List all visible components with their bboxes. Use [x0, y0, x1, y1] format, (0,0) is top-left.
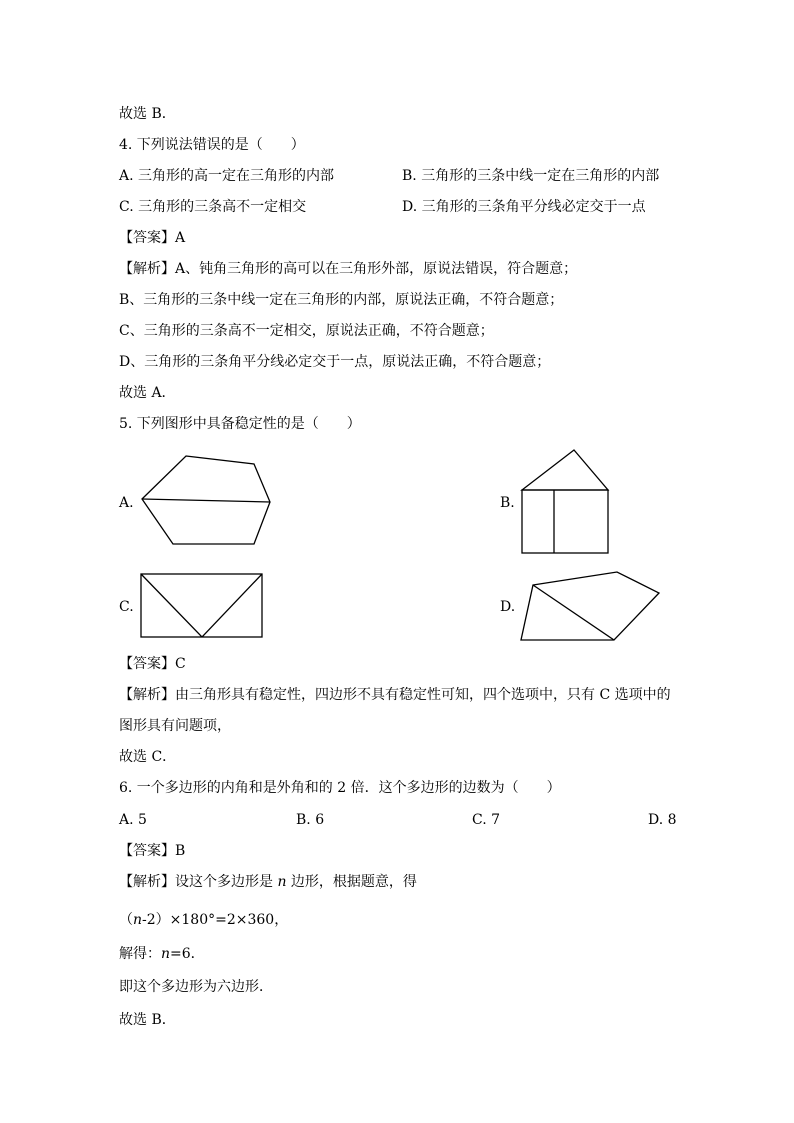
equation-variable-n: n: [133, 912, 143, 928]
q4-option-c: C. 三角形的三条高不一定相交: [119, 199, 307, 215]
q5-figure-c-rectangle-triangles: [139, 572, 265, 640]
q6-variable-n: n: [277, 874, 287, 890]
q5-explanation-1: 【解析】由三角形具有稳定性，四边形不具有稳定性可知，四个选项中，只有 C 选项中的: [119, 687, 671, 703]
q4-option-d: D. 三角形的三条角平分线必定交于一点: [402, 199, 646, 215]
q6-option-a: A. 5: [119, 812, 147, 828]
q5-answer: 【答案】C: [119, 656, 186, 672]
q6-final-choice: 故选 B．: [119, 1012, 176, 1028]
q5-explanation-2: 图形具有问题项，: [119, 718, 231, 734]
question-4-stem: 4. 下列说法错误的是（ ）: [119, 137, 305, 153]
q4-explanation-2: B、三角形的三条中线一定在三角形的内部，原说法正确，不符合题意；: [119, 292, 564, 308]
question-5-stem: 5. 下列图形中具备稳定性的是（ ）: [119, 416, 361, 432]
q4-conclusion: 故选 A．: [119, 385, 176, 401]
q4-option-b: B. 三角形的三条中线一定在三角形的内部: [402, 168, 660, 184]
q6-explanation-prefix: 【解析】设这个多边形是: [119, 874, 278, 890]
solution-variable-n: n: [161, 946, 171, 962]
q6-explanation: [119, 873, 417, 891]
q6-option-d: D. 8: [648, 812, 677, 828]
equation-rest: -2）×180°=2×360，: [142, 912, 289, 928]
q6-solution: [119, 945, 205, 963]
q4-explanation-3: C、三角形的三条高不一定相交，原说法正确，不符合题意；: [119, 323, 494, 339]
q5-figure-b-house: [519, 448, 611, 556]
q4-answer: 【答案】A: [119, 230, 186, 246]
q5-option-c-label: C.: [119, 599, 134, 615]
question-6-stem: 6. 一个多边形的内角和是外角和的 2 倍．这个多边形的边数为（ ）: [119, 780, 561, 796]
q6-option-b: B. 6: [296, 812, 325, 828]
solution-value: =6．: [170, 946, 205, 962]
q4-option-a: A. 三角形的高一定在三角形的内部: [119, 168, 335, 184]
q4-explanation-1: 【解析】A、钝角三角形的高可以在三角形外部，原说法错误，符合题意；: [119, 261, 578, 277]
previous-answer-end: 故选 B．: [119, 106, 176, 122]
q6-equation: [119, 911, 288, 929]
q4-explanation-4: D、三角形的三条角平分线必定交于一点，原说法正确，不符合题意；: [119, 354, 551, 370]
q6-conclusion-text: 即这个多边形为六边形．: [119, 979, 273, 995]
q5-figure-a-hexagon: [138, 454, 274, 548]
q5-option-d-label: D.: [500, 599, 516, 615]
q6-answer: 【答案】B: [119, 843, 186, 859]
equation-open-paren: （: [119, 912, 133, 928]
q6-option-c: C. 7: [472, 812, 501, 828]
q5-option-a-label: A.: [119, 495, 134, 511]
solution-prefix: 解得：: [119, 946, 161, 962]
q5-option-b-label: B.: [500, 495, 515, 511]
q5-conclusion: 故选 C．: [119, 749, 177, 765]
q6-explanation-suffix: 边形，根据题意，得: [286, 874, 417, 890]
q5-figure-d-quadrilateral: [519, 570, 661, 642]
